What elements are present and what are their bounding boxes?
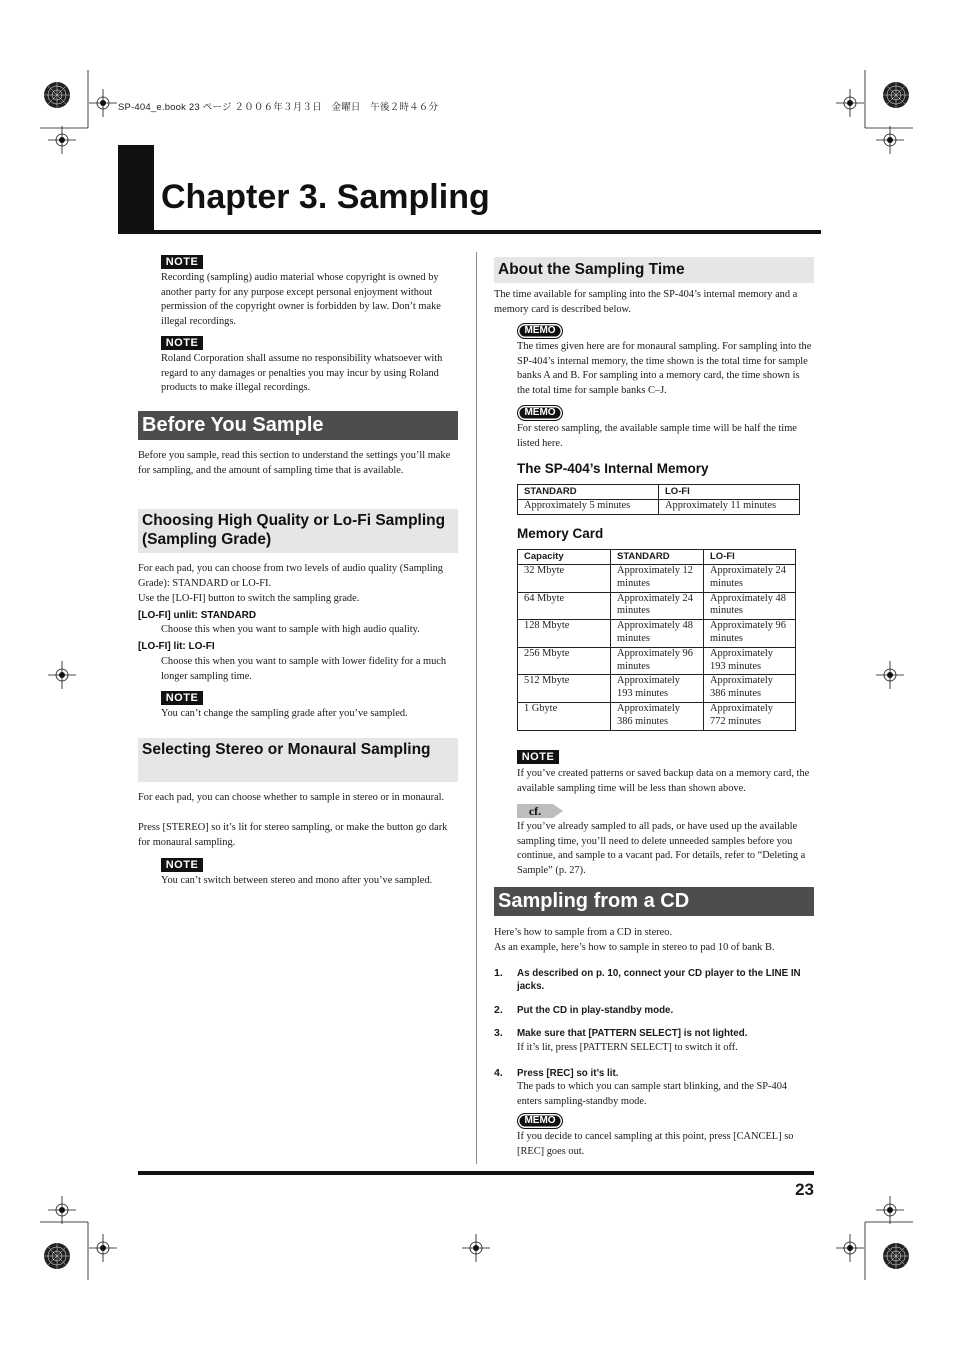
note-stereo: You can’t switch between stereo and mono after you’ve sampled. (161, 875, 433, 886)
table-cell: Approximately 193 minutes (611, 675, 704, 703)
step-number: 2. (494, 1004, 503, 1016)
table-cell: Approximately 96 minutes (611, 647, 704, 675)
table-cell: Approximately 12 minutes (611, 565, 704, 593)
note-badge: NOTE (161, 691, 203, 705)
stereo-body-1: For each pad, you can choose whether to sample in stereo or in monaural. (138, 792, 445, 803)
note-backup-data: If you’ve created patterns or saved backup data on a memory card, the available sampling time will be less than shown above. (517, 768, 810, 794)
table-cell: Approximately 11 minutes (659, 500, 800, 515)
memory-card-title: Memory Card (517, 526, 604, 541)
table-cell: 32 Mbyte (518, 565, 611, 593)
step-detail: The pads to which you can sample start blinking, and the SP-404 enters sampling-standby mode. (517, 1081, 788, 1107)
step-number: 3. (494, 1027, 503, 1039)
table-cell: 512 Mbyte (518, 675, 611, 703)
table-header: STANDARD (518, 485, 659, 500)
section-before-you-sample: Before You Sample (138, 411, 458, 440)
note-liability: Roland Corporation shall assume no responsibility whatsoever with regard to any damages or penalties you may incur by using Roland products to make illegal recordings. (161, 353, 443, 394)
note-badge: NOTE (161, 336, 203, 350)
note-badge: NOTE (517, 750, 559, 764)
table-header: STANDARD (611, 550, 704, 565)
table-cell: 1 Gbyte (518, 702, 611, 730)
table-cell: Approximately 24 minutes (704, 565, 796, 593)
memo-cancel: If you decide to cancel sampling at this point, press [CANCEL] so [REC] goes out. (517, 1131, 794, 1157)
table-row (518, 500, 800, 515)
step-text: Make sure that [PATTERN SELECT] is not lighted. (517, 1028, 748, 1039)
chapter-title: Chapter 3. Sampling (161, 178, 490, 216)
lofi-unlit-label: [LO-FI] unlit: STANDARD (138, 610, 257, 621)
table-row (518, 620, 796, 648)
internal-memory-table (517, 484, 800, 515)
file-info: SP-404_e.book 23 ページ ２００６年３月３日 金曜日 午後２時４６分 (118, 102, 439, 113)
internal-memory-title: The SP-404’s Internal Memory (517, 461, 709, 476)
before-body: Before you sample, read this section to understand the settings you’ll make for sampling, and the amount of sampling time that is available. (138, 450, 451, 476)
step-number: 4. (494, 1067, 503, 1079)
section-sampling-time: About the Sampling Time (494, 257, 814, 283)
stereo-body-2: Press [STEREO] so it’s lit for stereo sampling, or make the button go dark for monaural sampling. (138, 822, 448, 848)
cd-body-2: As an example, here’s how to sample in stereo to pad 10 of bank B. (494, 942, 775, 953)
table-header-row (518, 485, 800, 500)
grade-body-1: For each pad, you can choose from two levels of audio quality (Sampling Grade): STANDARD or LO-FI. (138, 563, 444, 589)
table-row (518, 675, 796, 703)
footer-rule (138, 1171, 814, 1175)
table-header: LO-FI (659, 485, 800, 500)
subsection-sampling-grade: Choosing High Quality or Lo-Fi Sampling (Sampling Grade) (138, 509, 458, 553)
memory-card-table (517, 549, 796, 731)
table-row (518, 702, 796, 730)
table-cell: 256 Mbyte (518, 647, 611, 675)
table-cell: Approximately 24 minutes (611, 592, 704, 620)
table-cell: Approximately 386 minutes (611, 702, 704, 730)
memo-badge: MEMO (517, 323, 563, 339)
grade-body-2: Use the [LO-FI] button to switch the sampling grade. (138, 593, 360, 604)
table-cell: 128 Mbyte (518, 620, 611, 648)
table-cell: 64 Mbyte (518, 592, 611, 620)
section-sampling-from-cd: Sampling from a CD (494, 887, 814, 916)
note-grade: You can’t change the sampling grade after you’ve sampled. (161, 708, 408, 719)
memo-badge: MEMO (517, 405, 563, 421)
table-header: Capacity (518, 550, 611, 565)
step-number: 1. (494, 967, 503, 979)
step-text: Press [REC] so it’s lit. (517, 1068, 619, 1079)
memo-badge: MEMO (517, 1113, 563, 1129)
step-text: As described on p. 10, connect your CD player to the LINE IN jacks. (517, 968, 801, 992)
table-row (518, 565, 796, 593)
note-badge: NOTE (161, 858, 203, 872)
memo-monaural: The times given here are for monaural sampling. For sampling into the SP-404’s internal memory, the time shown is the total time for sample banks A and B. For sampling into a memory card, the time shown is the total time for sample banks C–J. (517, 341, 812, 396)
chapter-marker (118, 145, 154, 232)
cd-body-1: Here’s how to sample from a CD in stereo. (494, 927, 673, 938)
column-divider (476, 252, 477, 1164)
note-copyright: Recording (sampling) audio material whose copyright is owned by another party for any purpose except personal enjoyment without permission of the copyright owner is forbidden by law. Don’t make illegal recordings. (161, 272, 441, 327)
page-number: 23 (795, 1180, 814, 1199)
table-cell: Approximately 193 minutes (704, 647, 796, 675)
table-cell: Approximately 96 minutes (704, 620, 796, 648)
memo-stereo: For stereo sampling, the available sample time will be half the time listed here. (517, 423, 797, 449)
cf-delete-sample: If you’ve already sampled to all pads, or have used up the available sampling time, you’ll need to delete unneeded samples before you continue, and sample to a vacant pad. For details, refer to “Deleting a Sample” (p. 27). (517, 821, 806, 876)
table-row (518, 592, 796, 620)
table-cell: Approximately 386 minutes (704, 675, 796, 703)
subsection-stereo-mono: Selecting Stereo or Monaural Sampling (138, 738, 458, 782)
table-cell: Approximately 48 minutes (704, 592, 796, 620)
table-cell: Approximately 48 minutes (611, 620, 704, 648)
lofi-lit-label: [LO-FI] lit: LO-FI (138, 641, 215, 652)
lofi-lit-desc: Choose this when you want to sample with lower fidelity for a much longer sampling time. (161, 656, 447, 682)
table-row (518, 647, 796, 675)
lofi-unlit-desc: Choose this when you want to sample with high audio quality. (161, 624, 420, 635)
note-badge: NOTE (161, 255, 203, 269)
chapter-rule (118, 230, 821, 234)
table-cell: Approximately 772 minutes (704, 702, 796, 730)
step-text: Put the CD in play-standby mode. (517, 1005, 674, 1016)
table-header-row (518, 550, 796, 565)
table-cell: Approximately 5 minutes (518, 500, 659, 515)
cf-badge: cf. (517, 804, 553, 818)
table-header: LO-FI (704, 550, 796, 565)
step-detail: If it’s lit, press [PATTERN SELECT] to switch it off. (517, 1042, 738, 1053)
time-body: The time available for sampling into the SP-404’s internal memory and a memory card is described below. (494, 289, 798, 315)
